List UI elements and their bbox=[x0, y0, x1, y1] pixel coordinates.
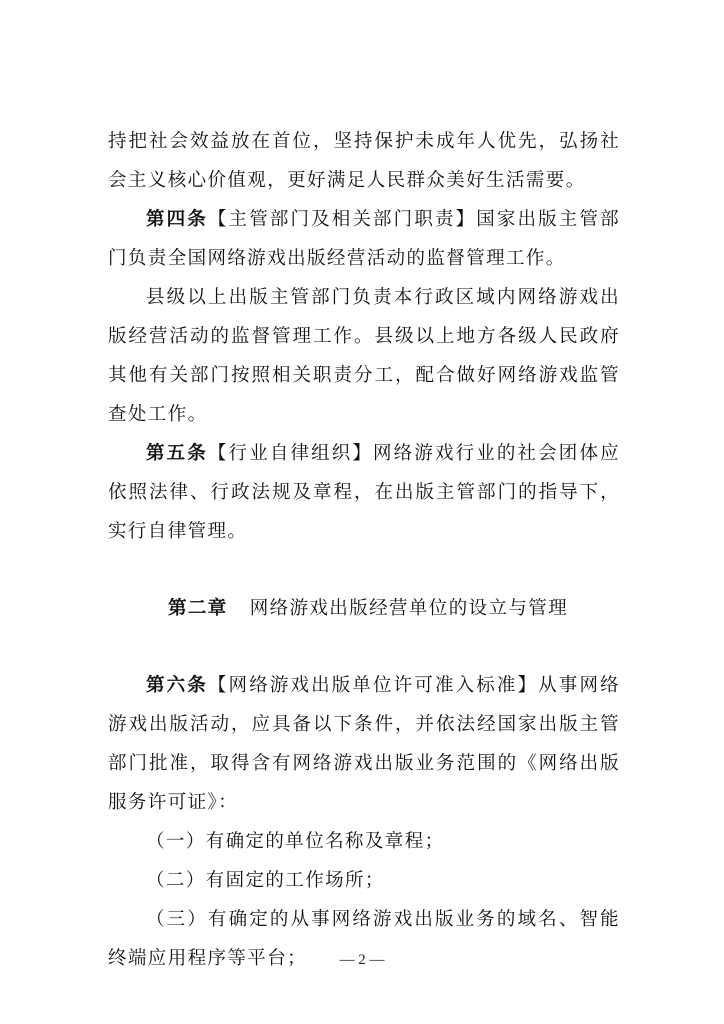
paragraph-continuation: 持把社会效益放在首位，坚持保护未成年人优先，弘扬社会主义核心价值观，更好满足人民群众美好生活需要。 bbox=[108, 131, 620, 191]
article-6-item-3: （三）有确定的从事网络游戏出版业务的域名、智能终端应用程序等平台； bbox=[108, 909, 620, 969]
article-4-paragraph-2: 县级以上出版主管部门负责本行政区域内网络游戏出版经营活动的监督管理工作。县级以上地方各级人民政府其他有关部门按照相关职责分工，配合做好网络游戏监管查处工作。 bbox=[108, 287, 620, 425]
article-5-heading: 第五条 bbox=[146, 443, 208, 464]
article-6-item-1: （一）有确定的单位名称及章程； bbox=[146, 831, 445, 852]
article-4-heading: 第四条 bbox=[146, 209, 208, 230]
article-6-body: 【网络游戏出版单位许可准入标准】从事网络游戏出版活动，应具备以下条件，并依法经国家出版主管部门批准，取得含有网络游戏出版业务范围的《网络出版服务许可证》： bbox=[108, 675, 620, 813]
article-5-body: 【行业自律组织】网络游戏行业的社会团体应依照法律、行政法规及章程，在出版主管部门的指导下，实行自律管理。 bbox=[108, 443, 620, 542]
document-page bbox=[108, 122, 620, 978]
article-4 bbox=[108, 200, 620, 278]
article-5 bbox=[108, 434, 620, 551]
article-4-body: 【主管部门及相关部门职责】国家出版主管部门负责全国网络游戏出版经营活动的监督管理工作。 bbox=[108, 209, 620, 269]
page-number: — 2 — bbox=[339, 952, 385, 968]
article-6 bbox=[108, 666, 620, 822]
chapter-heading bbox=[108, 589, 620, 628]
article-6-heading: 第六条 bbox=[146, 675, 208, 696]
chapter-title: 网络游戏出版经营单位的设立与管理 bbox=[249, 598, 569, 619]
chapter-number: 第二章 bbox=[168, 598, 228, 619]
article-6-item-2: （二）有固定的工作场所； bbox=[146, 870, 385, 891]
